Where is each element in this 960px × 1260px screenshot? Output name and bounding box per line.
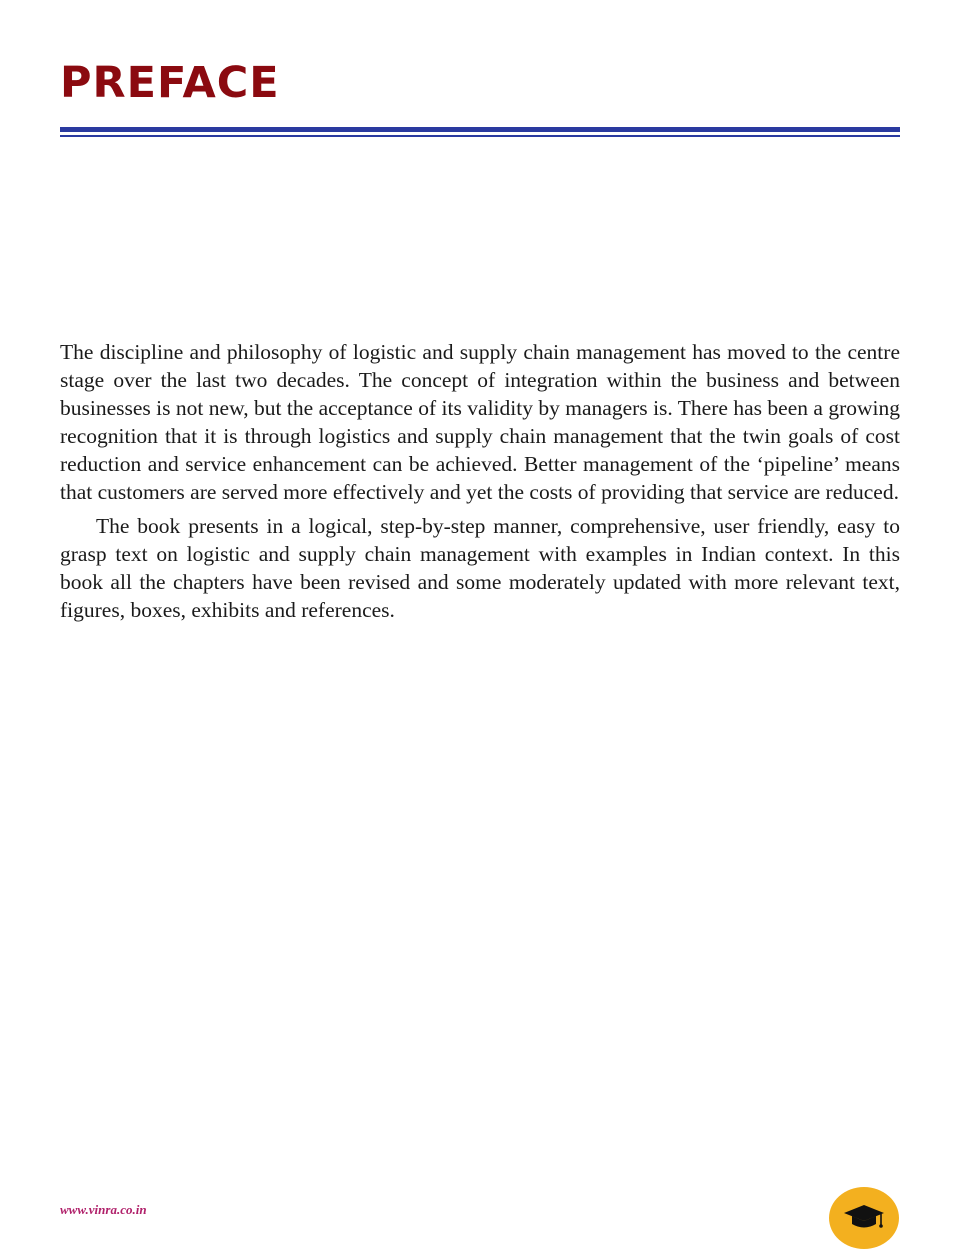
preface-paragraph-2: The book presents in a logical, step-by-step manner, comprehensive, user friendly, easy to grasp text on logistic and supply chain management with examples in Indian context. In this book all the chapters have been revised and some moderately updated with more relevant text, figures, boxes, exhibits and references. xyxy=(60,514,900,622)
page-title: PREFACE xyxy=(60,58,280,108)
title-underline-thick xyxy=(60,127,900,132)
graduation-cap-icon xyxy=(842,1201,886,1235)
title-underline-thin xyxy=(60,135,900,137)
publisher-logo xyxy=(829,1187,899,1249)
preface-paragraph-1: The discipline and philosophy of logistic and supply chain management has moved to the centre stage over the last two decades. The concept of integration within the business and between businesses is not new, but the acceptance of its validity by managers is. There has been a growing recognition that it is through logistics and supply chain management that the twin goals of cost reduction and service enhancement can be achieved. Better management of the ‘pipeline’ means that customers are served more effectively and yet the costs of providing that service are reduced. xyxy=(60,340,900,504)
footer-website-link[interactable]: www.vinra.co.in xyxy=(60,1202,147,1217)
preface-body xyxy=(60,338,900,624)
